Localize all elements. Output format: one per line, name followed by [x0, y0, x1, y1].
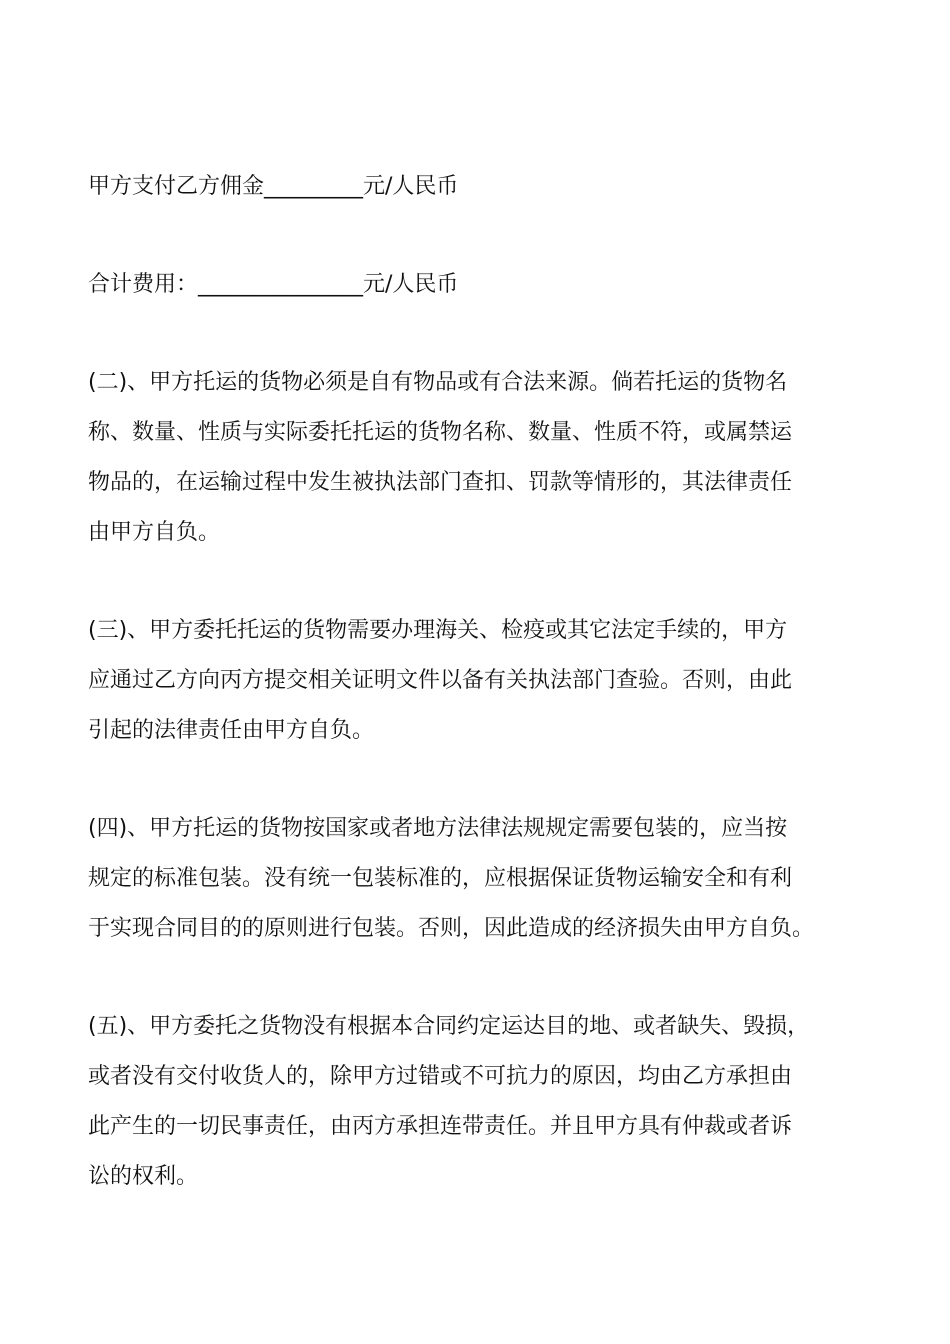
total-fee-line: 合计费用：_______________元/人民币	[88, 272, 459, 297]
clause-5-line-1: (五)、甲方委托之货物没有根据本合同约定运达目的地、或者缺失、毁损，	[88, 1014, 810, 1039]
clause-3-line-1: (三)、甲方委托托运的货物需要办理海关、检疫或其它法定手续的，甲方	[88, 618, 788, 643]
clause-3	[88, 606, 878, 756]
clause-2-line-2: 称、数量、性质与实际委托托运的货物名称、数量、性质不符，或属禁运	[88, 420, 793, 445]
clause-5-line-3: 此产生的一切民事责任，由丙方承担连带责任。并且甲方具有仲裁或者诉	[88, 1114, 793, 1139]
clause-2-line-3: 物品的，在运输过程中发生被执法部门查扣、罚款等情形的，其法律责任	[88, 470, 793, 495]
clause-5-line-2: 或者没有交付收货人的，除甲方过错或不可抗力的原因，均由乙方承担由	[88, 1064, 793, 1089]
document-body	[88, 162, 878, 1202]
clause-4	[88, 804, 878, 954]
clause-4-line-3: 于实现合同目的的原则进行包装。否则，因此造成的经济损失由甲方自负。	[88, 916, 815, 941]
clause-2-line-4: 由甲方自负。	[88, 520, 221, 545]
commission-fee-line: 甲方支付乙方佣金_________元/人民币	[88, 174, 459, 199]
clause-5	[88, 1002, 878, 1202]
clause-3-line-3: 引起的法律责任由甲方自负。	[88, 718, 375, 743]
clause-4-line-2: 规定的标准包装。没有统一包装标准的，应根据保证货物运输安全和有利	[88, 866, 793, 891]
clause-3-line-2: 应通过乙方向丙方提交相关证明文件以备有关执法部门查验。否则，由此	[88, 668, 793, 693]
clause-5-line-4: 讼的权利。	[88, 1164, 199, 1189]
clause-4-line-1: (四)、甲方托运的货物按国家或者地方法律法规规定需要包装的，应当按	[88, 816, 788, 841]
clause-2-line-1: (二)、甲方托运的货物必须是自有物品或有合法来源。倘若托运的货物名	[88, 370, 788, 395]
clause-2	[88, 358, 878, 558]
